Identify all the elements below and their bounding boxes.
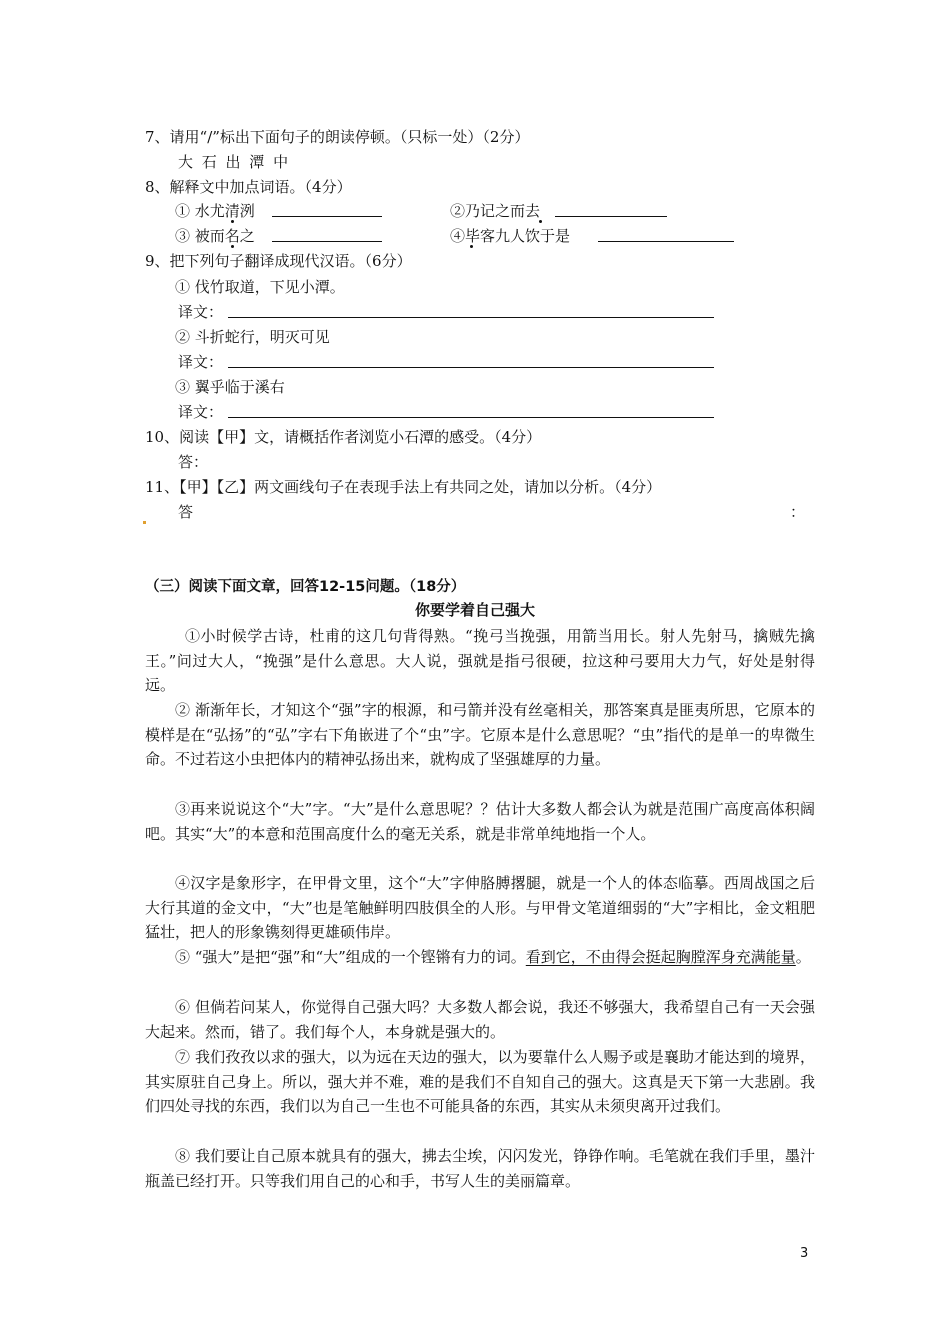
q11-colon: ： bbox=[790, 503, 806, 521]
q8-item-2: ②乃记之而去 bbox=[450, 202, 541, 220]
question-10: 10、阅读【甲】文，请概括作者浏览小石潭的感受。（4分） bbox=[145, 428, 542, 446]
q8-answer-line-3[interactable] bbox=[272, 241, 382, 242]
q9-answer-line-2[interactable] bbox=[228, 367, 714, 368]
q8-item-1: ① 水尤清洌 bbox=[175, 202, 255, 220]
paragraph-2: ② 渐渐年长，才知这个“强”字的根源，和弓箭并没有丝毫相关，那答案真是匪夷所思，它原本的模样是在“弘扬”的“弘”字右下角嵌进了个“虫”字。它原本是什么意思呢？“虫”指代的是单一的卑微生命。不过若这小虫把体内的精神弘扬出来，就构成了坚强雄厚的力量。 bbox=[145, 701, 815, 768]
paragraph-4: ④汉字是象形字，在甲骨文里，这个“大”字伸胳膊撂腿，就是一个人的体态临摹。西周战国之后大行其道的金文中，“大”也是笔触鲜明四肢俱全的人形。与甲骨文笔道细弱的“大”字相比，金文粗肥猛壮，把人的形象镌刻得更雄硕伟岸。 bbox=[145, 874, 815, 941]
q9-translation-label-1: 译文： bbox=[178, 303, 224, 321]
emphasis-dot bbox=[231, 220, 234, 223]
q9-item-3: ③ 翼乎临于溪右 bbox=[175, 378, 285, 396]
section-3-heading: （三）阅读下面文章，回答12-15问题。（18分） bbox=[145, 579, 466, 595]
q10-answer-label: 答： bbox=[178, 453, 209, 471]
q8-answer-line-2[interactable] bbox=[555, 216, 667, 217]
emphasis-dot bbox=[470, 245, 473, 248]
scan-mark bbox=[143, 521, 146, 524]
q9-answer-line-1[interactable] bbox=[228, 317, 714, 318]
paragraph-5 bbox=[145, 945, 815, 970]
q9-answer-line-3[interactable] bbox=[228, 417, 714, 418]
q8-answer-line-1[interactable] bbox=[272, 216, 382, 217]
q8-item-3: ③ 被而名之 bbox=[175, 227, 255, 245]
emphasis-dot bbox=[231, 245, 234, 248]
q9-translation-label-3: 译文： bbox=[178, 403, 224, 421]
paragraph-7: ⑦ 我们孜孜以求的强大，以为远在天边的强大，以为要靠什么人赐予或是襄助才能达到的境界，其实原驻自己身上。所以，强大并不难，难的是我们不自知自己的强大。这真是天下第一大悲剧。我们四处寻找的东西，我们以为自己一生也不可能具备的东西，其实从未须臾离开过我们。 bbox=[145, 1048, 815, 1115]
paragraph-3: ③再来说说这个“大”字。“大”是什么意思呢？？估计大多数人都会认为就是范围广高度高体积阔吧。其实“大”的本意和范围高度什么的毫无关系，就是非常单纯地指一个人。 bbox=[145, 800, 815, 843]
paragraph-1: ①小时候学古诗，杜甫的这几句背得熟。“挽弓当挽强，用箭当用长。射人先射马，擒贼先擒王。”问过大人，“挽强”是什么意思。大人说，强就是指弓很硬，拉这种弓要用大力气，好处是射得远。 bbox=[145, 627, 815, 694]
q9-item-2: ② 斗折蛇行，明灭可见 bbox=[175, 328, 330, 346]
paragraph-6: ⑥ 但倘若问某人，你觉得自己强大吗？大多数人都会说，我还不够强大，我希望自己有一天会强大起来。然而，错了。我们每个人，本身就是强大的。 bbox=[145, 998, 815, 1041]
article-title: 你要学着自己强大 bbox=[414, 601, 535, 619]
q11-answer-label: 答 bbox=[178, 503, 194, 521]
underlined-sentence: 看到它，不由得会挺起胸膛浑身充满能量 bbox=[525, 948, 796, 966]
emphasis-dot bbox=[539, 220, 542, 223]
question-7-sentence: 大 石 出 潭 中 bbox=[178, 153, 291, 171]
paragraph-5-text: ⑤ “强大”是把“强”和“大”组成的一个铿锵有力的词。 bbox=[175, 948, 526, 966]
q9-translation-label-2: 译文： bbox=[178, 353, 224, 371]
question-7: 7、请用“/”标出下面句子的朗读停顿。（只标一处）（2分） bbox=[145, 128, 530, 146]
q9-item-1: ① 伐竹取道，下见小潭。 bbox=[175, 278, 345, 296]
q8-answer-line-4[interactable] bbox=[598, 241, 734, 242]
question-8: 8、解释文中加点词语。（4分） bbox=[145, 178, 352, 196]
paragraph-8: ⑧ 我们要让自己原本就具有的强大，拂去尘埃，闪闪发光，铮铮作响。毛笔就在我们手里，墨汁瓶盖已经打开。只等我们用自己的心和手，书写人生的美丽篇章。 bbox=[145, 1147, 815, 1190]
paragraph-5-end: 。 bbox=[795, 948, 811, 966]
question-11: 11、【甲】【乙】两文画线句子在表现手法上有共同之处，请加以分析。（4分） bbox=[145, 478, 662, 496]
page-number: 3 bbox=[800, 1246, 809, 1261]
q8-item-4: ④毕客九人饮于是 bbox=[450, 227, 571, 245]
question-9: 9、把下列句子翻译成现代汉语。（6分） bbox=[145, 252, 412, 270]
